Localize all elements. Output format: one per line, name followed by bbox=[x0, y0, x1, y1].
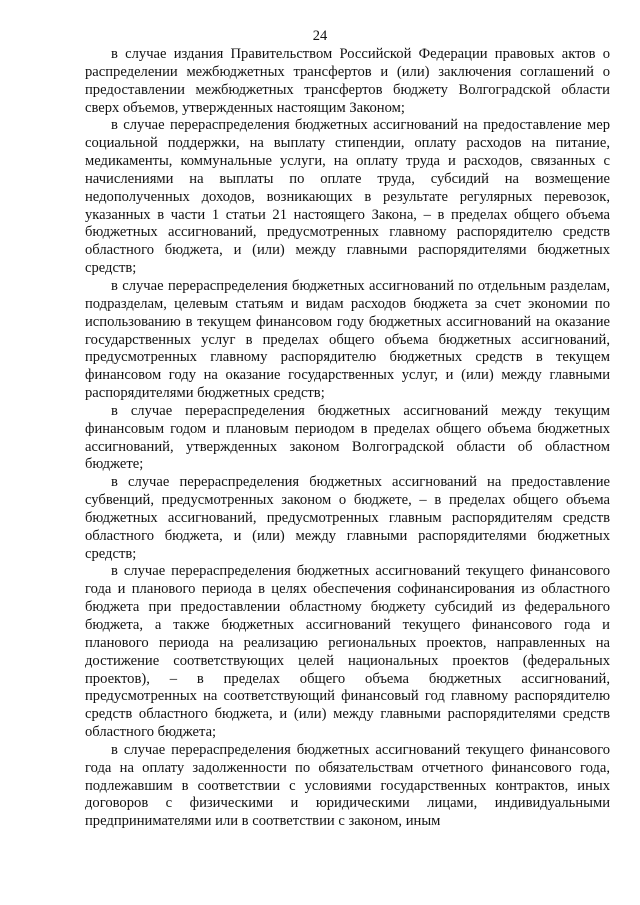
paragraph: в случае перераспределения бюджетных ассигнований текущего финансового года на оплату задолженности по обязательствам отчетного финансового года, подлежавшим в соответствии с условиями государственных контрактов, иных договоров с физическими и юридическими лицами, индивидуальными предпринимателями или в соответствии с законом, иным bbox=[85, 741, 610, 830]
document-body bbox=[85, 46, 610, 831]
paragraph: в случае перераспределения бюджетных ассигнований по отдельным разделам, подразделам, целевым статьям и видам расходов бюджета за счет экономии по использованию в текущем финансовом году бюджетных ассигнований на оказание государственных услуг в пределах общего объема бюджетных ассигнований, предусмотренных главному распорядителю бюджетных средств в текущем финансовом году на оказание государственных услуг, и (или) между главными распорядителями бюджетных средств; bbox=[85, 277, 610, 402]
page-number: 24 bbox=[312, 28, 328, 44]
paragraph: в случае перераспределения бюджетных ассигнований между текущим финансовым годом и плановым периодом в пределах общего объема бюджетных ассигнований, утвержденных законом Волгоградской области об областном бюджете; bbox=[85, 402, 610, 473]
paragraph: в случае перераспределения бюджетных ассигнований на предоставление мер социальной поддержки, на выплату стипендии, оплату расходов на питание, медикаменты, коммунальные услуги, на оплату труда и расходов, связанных с начислениями на выплаты по оплате труда, субсидий на возмещение недополученных доходов, возникающих в результате регулярных перевозок, указанных в части 1 статьи 21 настоящего Закона, – в пределах общего объема бюджетных ассигнований, предусмотренных главному распорядителю средств областного бюджета, и (или) между главными распорядителями бюджетных средств; bbox=[85, 117, 610, 277]
paragraph: в случае издания Правительством Российской Федерации правовых актов о распределении межбюджетных трансфертов и (или) заключения соглашений о предоставлении межбюджетных трансфертов бюджету Волгоградской области сверх объемов, утвержденных настоящим Законом; bbox=[85, 46, 610, 116]
paragraph: в случае перераспределения бюджетных ассигнований на предоставление субвенций, предусмотренных законом о бюджете, – в пределах общего объема бюджетных ассигнований, предусмотренных главным распорядителям средств областного бюджета, и (или) между главными распорядителями бюджетных средств; bbox=[85, 474, 610, 562]
paragraph: в случае перераспределения бюджетных ассигнований текущего финансового года и планового периода в целях обеспечения софинансирования из областного бюджета при предоставлении областному бюджету субсидий из федерального бюджета, а также бюджетных ассигнований текущего финансового года и планового периода на реализацию региональных проектов, направленных на достижение соответствующих целей национальных проектов (федеральных проектов), – в пределах общего объема бюджетных ассигнований, предусмотренных на соответствующий финансовый год главному распорядителю средств областного бюджета, и (или) между главными распорядителями средств областного бюджета; bbox=[85, 563, 610, 741]
